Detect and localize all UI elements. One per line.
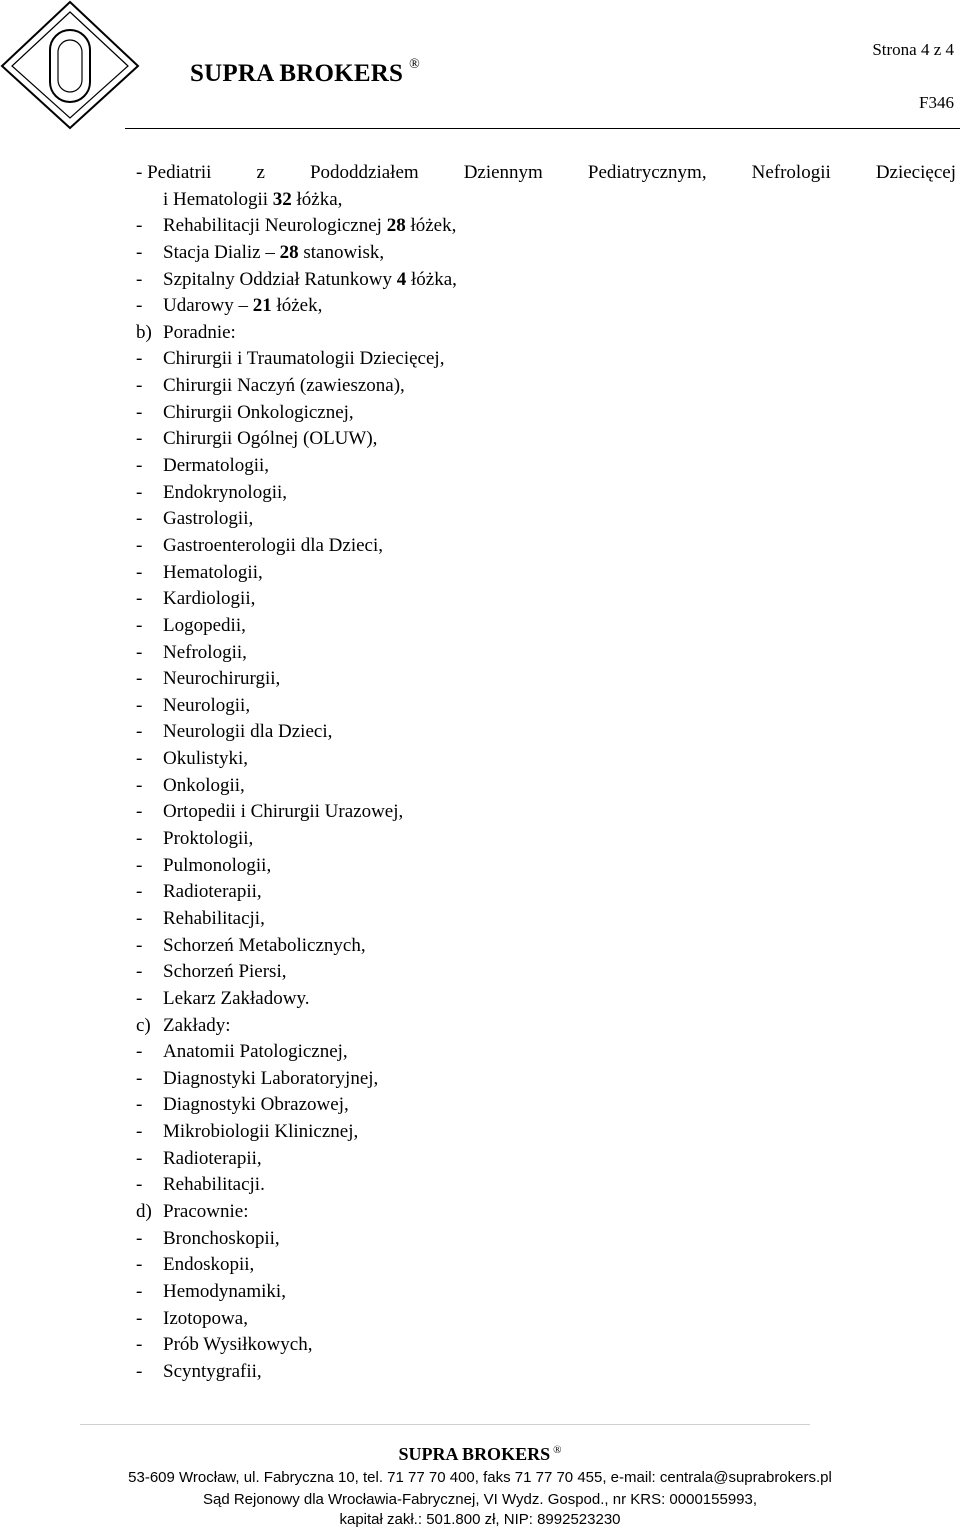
word: Dziecięcej [875,162,956,183]
list-item [136,293,956,320]
list-item-text: Kardiologii, [163,588,256,610]
list-item-text: Endoskopii, [163,1254,255,1276]
list-item-unit: stanowisk, [298,241,385,263]
list-marker: - [136,1147,143,1169]
list-item-text: Lekarz Zakładowy. [163,987,310,1009]
list-item-text: Prób Wysiłkowych, [163,1334,313,1356]
list-item-text: Proktologii, [163,828,254,850]
list-item-text: Ortopedii i Chirurgii Urazowej, [163,801,404,823]
list-item-text: Rehabilitacji. [163,1174,265,1196]
list-item-text: Radioterapii, [163,881,262,903]
list-item [136,613,956,640]
list-item-text: Diagnostyki Laboratoryjnej, [163,1067,379,1089]
list-marker: - [136,268,143,290]
bed-count: 4 [396,268,407,290]
list-item [136,373,956,400]
list-marker: - [136,934,143,956]
list-marker: - [136,1174,143,1196]
list-item [136,853,956,880]
footer-address: 53-609 Wrocław, ul. Fabryczna 10, tel. 71 77 70 400, faks 71 77 70 455, e-mail: centrala@suprabrokers.pl [128,1469,832,1486]
list-item [136,1252,956,1279]
list-item-text: Diagnostyki Obrazowej, [163,1094,349,1116]
list-item-text: Zakłady: [163,1014,231,1036]
list-item-text: Okulistyki, [163,748,248,770]
list-item-text: Dermatologii, [163,455,270,477]
list-marker: - [136,614,143,636]
list-item [136,933,956,960]
list-item [136,1332,956,1359]
supra-brokers-logo [0,0,140,130]
list-item-unit: łóżek, [405,215,457,237]
list-item-text: Bronchoskopii, [163,1227,280,1249]
list-marker: - [136,801,143,823]
list-item-unit: łóżka, [406,268,457,290]
list-marker: - [136,295,143,317]
list-marker: - [136,1041,143,1063]
footer-court: Sąd Rejonowy dla Wrocławia-Fabrycznej, VI Wydz. Gospod., nr KRS: 0000155993, [202,1491,758,1508]
list-item [136,1066,956,1093]
list-item [136,1119,956,1146]
list-item [136,506,956,533]
list-marker: - [136,961,143,983]
word: Pododdziałem [309,162,419,183]
list-item [136,240,956,267]
list-marker: - [136,694,143,716]
list-item-text: Chirurgii Naczyń (zawieszona), [163,375,405,397]
footer-divider [80,1424,810,1425]
list-item [136,666,956,693]
list-marker: d) [136,1200,152,1222]
list-item [136,320,956,347]
list-item-text: Onkologii, [163,774,245,796]
list-item [136,1226,956,1253]
list-marker: - [136,641,143,663]
list-item [136,906,956,933]
list-item [136,267,956,294]
list-item-text: Schorzeń Metabolicznych, [163,934,366,956]
list-item [136,586,956,613]
list-item-text: Pulmonologii, [163,854,272,876]
list-item-text: Schorzeń Piersi, [163,961,287,983]
bed-count: 21 [252,295,272,317]
list-marker: - [136,401,143,423]
list-marker: - [136,1094,143,1116]
list-marker: - [136,375,143,397]
word: Pediatrycznym, [587,162,707,183]
list-item-text: Hemodynamiki, [163,1280,286,1302]
list-item [136,1092,956,1119]
list-item-text: Poradnie: [163,321,236,343]
registered-mark: ® [409,56,420,72]
list-item [136,640,956,667]
list-item [136,826,956,853]
list-item [136,959,956,986]
bed-count: 28 [279,241,299,263]
list-item [136,1359,956,1386]
list-marker: - [136,508,143,530]
list-item-text: Izotopowa, [163,1307,248,1329]
list-marker: - [136,481,143,503]
list-marker: - [136,907,143,929]
list-item [136,346,956,373]
list-item-text: Chirurgii i Traumatologii Dziecięcej, [163,348,445,370]
page-number: Strona 4 z 4 [872,40,954,59]
list-item-text: Chirurgii Ogólnej (OLUW), [163,428,378,450]
list-marker: - [136,1067,143,1089]
list-marker: - [136,1254,143,1276]
list-item-text: Udarowy – [163,295,253,317]
list-item [136,799,956,826]
list-marker: - [136,348,143,370]
list-item [136,400,956,427]
list-item-text: Neurochirurgii, [163,668,281,690]
list-marker: - [136,455,143,477]
header-brand: SUPRA BROKERS ® [190,56,420,87]
list-item-text: Hematologii, [163,561,263,583]
list-item [136,533,956,560]
document-body [136,160,956,1385]
list-item-text: Pracownie: [163,1200,249,1222]
list-item-text: Gastroenterologii dla Dzieci, [163,534,384,556]
list-item-text: i Hematologii [163,188,273,210]
list-item [136,746,956,773]
list-item [136,453,956,480]
list-item [136,480,956,507]
list-item [136,693,956,720]
list-item [136,1199,956,1226]
word: Nefrologii [751,162,831,183]
list-marker: - [136,828,143,850]
list-item-unit: łóżek, [271,295,323,317]
list-marker: c) [136,1014,151,1036]
list-marker: - [136,721,143,743]
first-line [136,160,956,187]
list-item-text: Mikrobiologii Klinicznej, [163,1121,359,1143]
list-marker: - [136,241,143,263]
list-marker: - [136,534,143,556]
list-marker: - [136,1227,143,1249]
registered-mark: ® [553,1444,562,1456]
list-marker: - [136,1334,143,1356]
list-marker: - [136,881,143,903]
list-item-text: Neurologii, [163,694,251,716]
list-marker: - [136,1360,143,1382]
list-marker: b) [136,321,152,343]
list-item [136,1306,956,1333]
list-marker: - [136,774,143,796]
list-item [136,879,956,906]
list-marker: - [136,668,143,690]
list-item-text: Anatomii Patologicznej, [163,1041,348,1063]
list-item-text: Endokrynologii, [163,481,288,503]
list-item-text: Chirurgii Onkologicznej, [163,401,354,423]
list-item [136,1013,956,1040]
list-item-text: Rehabilitacji Neurologicznej [163,215,387,237]
list-item [136,560,956,587]
list-item [136,1279,956,1306]
bed-count: 28 [386,215,406,237]
list-marker: - [136,428,143,450]
list-item-text: Gastrologii, [163,508,254,530]
header-divider [125,128,960,129]
word: Dziennym [463,162,543,183]
footer-brand: SUPRA BROKERS ® [398,1444,562,1464]
list-marker: - [136,1121,143,1143]
list-item-text: Nefrologii, [163,641,247,663]
list-item [136,986,956,1013]
document-code: F346 [919,93,954,112]
list-item-text: Scyntygrafii, [163,1360,262,1382]
bed-count: 32 [272,188,292,210]
list-marker: - [136,748,143,770]
list-marker: - [136,1280,143,1302]
list-item-text: Neurologii dla Dzieci, [163,721,333,743]
list-marker: - [136,1307,143,1329]
word: z [256,162,265,183]
list-item-unit: łóżka, [291,188,343,210]
list-marker: - [136,854,143,876]
department-list [136,187,956,1386]
list-item-text: Rehabilitacji, [163,907,265,929]
list-marker: - [136,588,143,610]
list-marker: - [136,561,143,583]
list-marker: - [136,215,143,237]
list-item [136,187,956,214]
footer-capital: kapitał zakł.: 501.800 zł, NIP: 8992523230 [339,1511,621,1528]
list-item [136,1146,956,1173]
list-item-text: Logopedii, [163,614,246,636]
list-item-text: Stacja Dializ – [163,241,280,263]
list-item-text: Szpitalny Oddział Ratunkowy [163,268,397,290]
list-item-text: Radioterapii, [163,1147,262,1169]
list-marker: - [136,987,143,1009]
list-item [136,1172,956,1199]
list-item [136,426,956,453]
word: - Pediatrii [136,162,212,183]
list-item [136,1039,956,1066]
list-item [136,213,956,240]
list-item [136,719,956,746]
list-item [136,773,956,800]
